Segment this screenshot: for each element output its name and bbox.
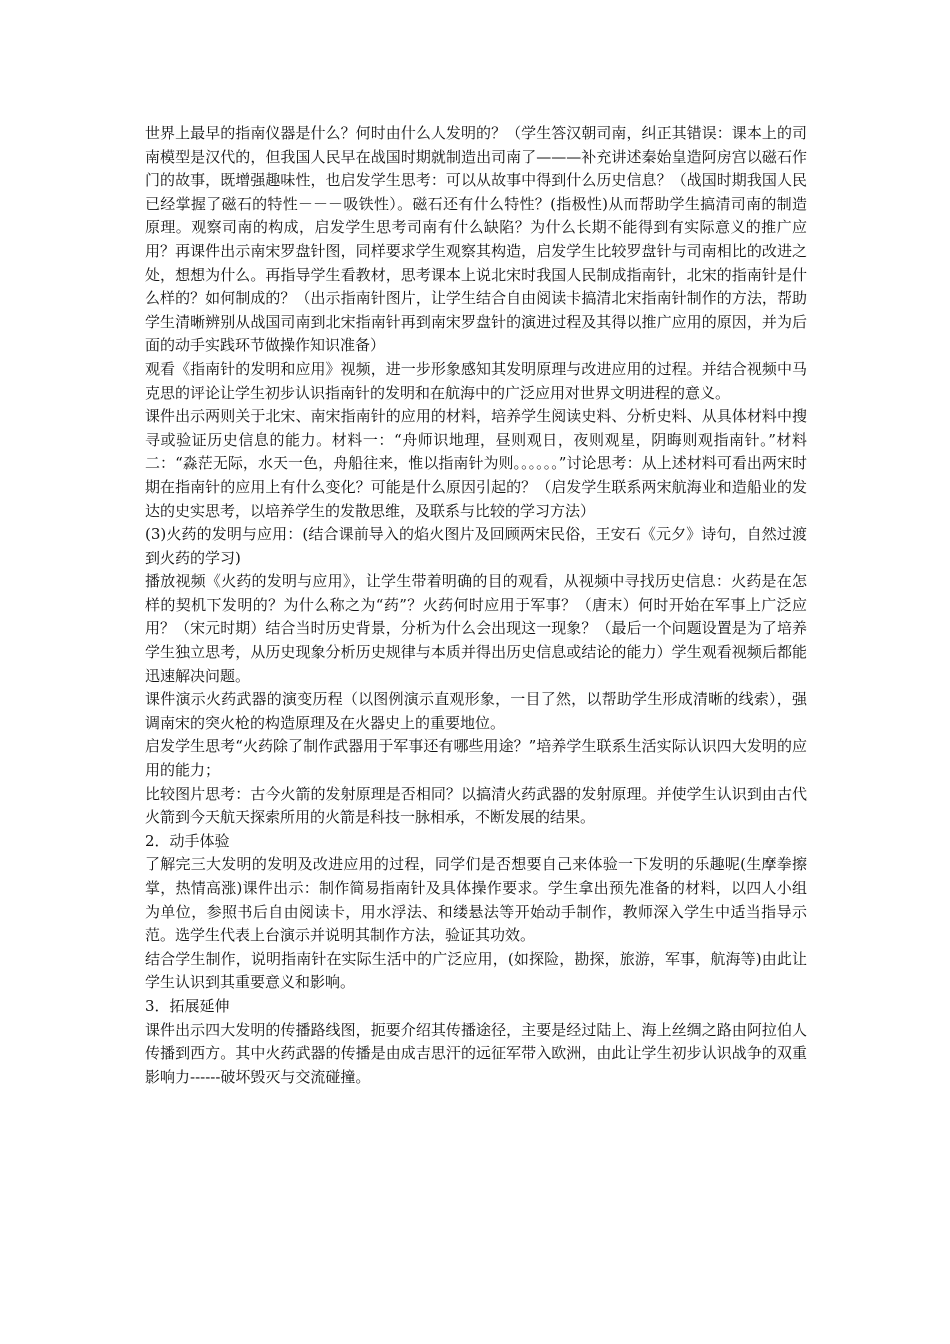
paragraph-gunpowder-weapons: 课件演示火药武器的演变历程（以图例演示直观形象，一目了然，以帮助学生形成清晰的线索），强调南宋的突火枪的构造原理及在火器史上的重要地位。 (145, 690, 807, 732)
paragraph-hands-on-activity: 了解完三大发明的发明及改进应用的过程，同学们是否想要自己来体验一下发明的乐趣呢(生摩拳擦掌，热情高涨)课件出示：制作简易指南针及具体操作要求。学生拿出预先准备的材料，以四人小组为单位，参照书后自由阅读卡，用水浮法、和缕悬法等开始动手制作，教师深入学生中适当指导示范。选学生代表上台演示并说明其制作方法，验证其功效。 (145, 855, 807, 945)
paragraph-gunpowder-uses: 启发学生思考“火药除了制作武器用于军事还有哪些用途？”培养学生联系生活实际认识四大发明的应用的能力； (145, 737, 807, 780)
paragraph-extension-spread: 课件出示四大发明的传播路线图，扼要介绍其传播途径，主要是经过陆上、海上丝绸之路由阿拉伯人传播到西方。其中火药武器的传播是由成吉思汗的远征军带入欧洲，由此让学生初步认识战争的双重影响力------破坏毁灭与交流碰撞。 (145, 1020, 807, 1086)
paragraph-compass-materials: 课件出示两则关于北宋、南宋指南针的应用的材料，培养学生阅读史料、分析史料、从具体材料中搜寻或验证历史信息的能力。材料一：“舟师识地理，昼则观日，夜则观星，阴晦则观指南针。”材料二：“淼茫无际，水天一色，舟船往来，惟以指南针为则。。。。。。”讨论思考：从上述材料可看出两宋时期在指南针的应用上有什么变化？可能是什么原因引起的？（启发学生联系两宋航海业和造船业的发达的史实思考，以培养学生的发散思维，及联系与比较的学习方法） (145, 407, 807, 520)
document-body (145, 122, 807, 1089)
paragraph-hands-on-application: 结合学生制作，说明指南针在实际生活中的广泛应用，(如探险，勘探，旅游，军事，航海等)由此让学生认识到其重要意义和影响。 (145, 949, 807, 992)
paragraph-rocket-comparison: 比较图片思考：古今火箭的发射原理是否相同？以搞清火药武器的发射原理。并使学生认识到由古代火箭到今天航天探索所用的火箭是科技一脉相承，不断发展的结果。 (145, 784, 807, 827)
paragraph-compass-video: 观看《指南针的发明和应用》视频，进一步形象感知其发明原理与改进应用的过程。并结合视频中马克思的评论让学生初步认识指南针的发明和在航海中的广泛应用对世界文明进程的意义。 (145, 359, 807, 402)
paragraph-gunpowder-video: 播放视频《火药的发明与应用》，让学生带着明确的目的观看，从视频中寻找历史信息：火药是在怎样的契机下发明的？为什么称之为“药”？火药何时应用于军事？（唐末）何时开始在军事上广泛应用？（宋元时期）结合当时历史背景，分析为什么会出现这一现象？（最后一个问题设置是为了培养学生独立思考，从历史现象分析历史规律与本质并得出历史信息或结论的能力）学生观看视频后都能迅速解决问题。 (145, 572, 807, 685)
paragraph-gunpowder-heading: (3)火药的发明与应用：(结合课前导入的焰火图片及回顾两宋民俗，王安石《元夕》诗句，自然过渡到火药的学习) (145, 525, 807, 567)
paragraph-compass-origin: 世界上最早的指南仪器是什么？何时由什么人发明的？（学生答汉朝司南，纠正其错误：课本上的司南模型是汉代的，但我国人民早在战国时期就制造出司南了———补充讲述秦始皇造阿房宫以磁石作门的故事，既增强趣味性，也启发学生思考：可以从故事中得到什么历史信息？（战国时期我国人民已经掌握了磁石的特性－－－吸铁性）。磁石还有什么特性？(指极性)从而帮助学生搞清司南的制造原理。观察司南的构成，启发学生思考司南有什么缺陷？为什么长期不能得到有实际意义的推广应用？再课件出示南宋罗盘针图，同样要求学生观察其构造，启发学生比较罗盘针与司南相比的改进之处，想想为什么。再指导学生看教材，思考课本上说北宋时我国人民制成指南针，北宋的指南针是什么样的？如何制成的？（出示指南针图片，让学生结合自由阅读卡搞清北宋指南针制作的方法，帮助学生清晰辨别从战国司南到北宋指南针再到南宋罗盘针的演进过程及其得以推广应用的原因，并为后面的动手实践环节做操作知识准备） (145, 124, 807, 355)
section-heading-hands-on: 2．动手体验 (145, 831, 230, 850)
section-heading-extension: 3．拓展延伸 (145, 996, 230, 1015)
